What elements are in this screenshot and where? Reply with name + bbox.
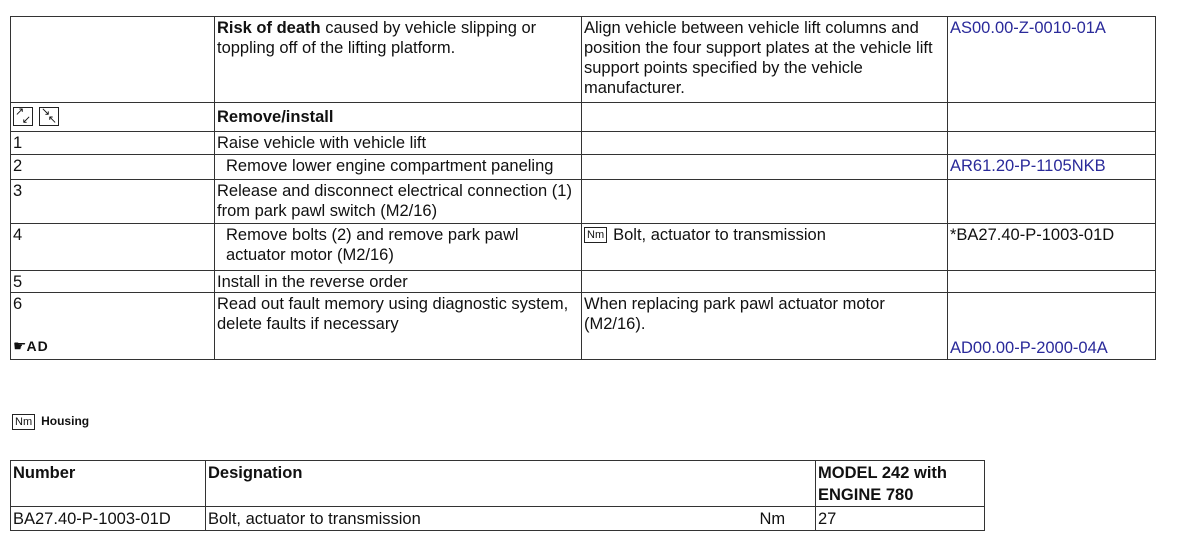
- step-number: 5: [11, 271, 215, 293]
- step-row: [11, 132, 1156, 155]
- step-number-cell: [11, 293, 215, 360]
- risk-icon-cell: [11, 17, 215, 103]
- step-text: Remove lower engine compartment paneling: [215, 155, 582, 180]
- remove-icon: ↗ ↙: [15, 106, 31, 126]
- step-row: [11, 224, 1156, 271]
- install-icon: ↘ ↖: [41, 106, 57, 126]
- ad-note: ☛AD: [13, 338, 49, 355]
- step-row: [11, 293, 1156, 360]
- step-number: 1: [11, 132, 215, 155]
- step-text: Remove bolts (2) and remove park pawl actuator motor (M2/16): [215, 224, 582, 271]
- step-number: 4: [11, 224, 215, 271]
- col-designation-header: Designation: [206, 461, 758, 507]
- step-text: Release and disconnect electrical connection (1) from park pawl switch (M2/16): [215, 180, 582, 224]
- risk-measure: Align vehicle between vehicle lift columns and position the four support plates at the vehicle lift support points specified by the vehicle manufacturer.: [582, 17, 948, 103]
- step-row: [11, 155, 1156, 180]
- torque-nm-icon: Nm: [12, 414, 35, 430]
- risk-ref-link[interactable]: AS00.00-Z-0010-01A: [948, 17, 1156, 103]
- step-number: 6: [13, 295, 23, 313]
- torque-note: Nm Bolt, actuator to transmission: [582, 224, 948, 271]
- step-ref-link[interactable]: AR61.20-P-1105NKB: [948, 155, 1156, 180]
- torque-value: 27: [816, 507, 985, 531]
- step-ref: *BA27.40-P-1003-01D: [948, 224, 1156, 271]
- torque-table: [10, 460, 985, 531]
- header-row: [11, 103, 1156, 132]
- step-number: 2: [11, 155, 215, 180]
- col-number-header: Number: [11, 461, 206, 507]
- step-ref-link[interactable]: AD00.00-P-2000-04A: [948, 293, 1156, 360]
- risk-row: [11, 17, 1156, 103]
- step-text: Read out fault memory using diagnostic system, delete faults if necessary: [215, 293, 582, 360]
- step-text: Raise vehicle with vehicle lift: [215, 132, 582, 155]
- col-model-header: MODEL 242 with ENGINE 780: [816, 461, 985, 507]
- torque-row: [11, 507, 985, 531]
- risk-text: Risk of death caused by vehicle slipping or toppling off of the lifting platform.: [215, 17, 582, 103]
- torque-unit: Nm: [758, 507, 816, 531]
- pointing-hand-icon: ☛: [13, 338, 27, 355]
- torque-header-row: [11, 461, 985, 507]
- step-number: 3: [11, 180, 215, 224]
- section-title: Remove/install: [215, 103, 582, 132]
- step-note: When replacing park pawl actuator motor (M2/16).: [582, 293, 948, 360]
- torque-designation: Bolt, actuator to transmission: [206, 507, 758, 531]
- step-row: [11, 271, 1156, 293]
- step-text: Install in the reverse order: [215, 271, 582, 293]
- torque-nm-icon: Nm: [584, 227, 607, 243]
- step-row: [11, 180, 1156, 224]
- procedure-table: [10, 16, 1156, 360]
- torque-number: BA27.40-P-1003-01D: [11, 507, 206, 531]
- remove-install-icons: [11, 103, 215, 132]
- torque-section-title: Nm Housing: [12, 414, 89, 430]
